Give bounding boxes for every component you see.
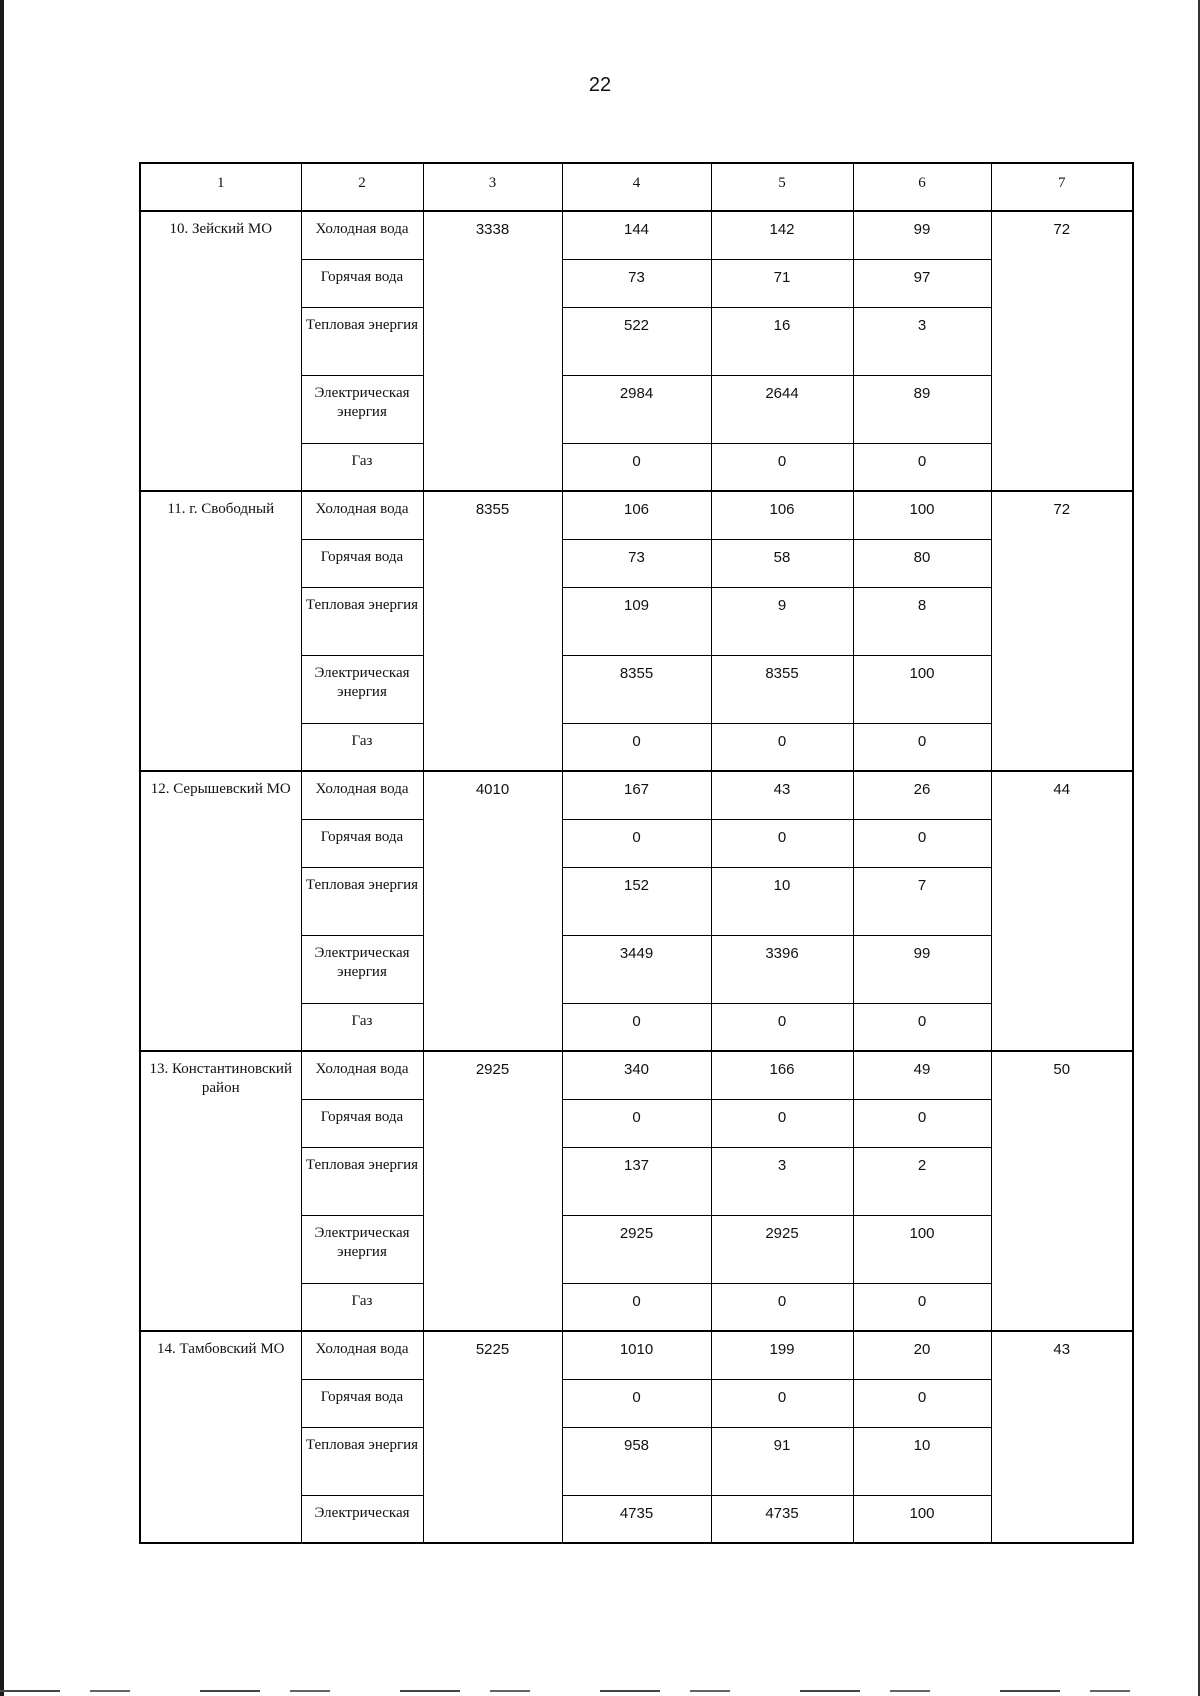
column-header-7: 7 — [991, 163, 1133, 211]
column-5-value: 91 — [711, 1427, 853, 1495]
column-6-value: 20 — [853, 1331, 991, 1379]
column-5-value: 142 — [711, 211, 853, 259]
resource-type: Газ — [301, 1003, 423, 1051]
resource-type: Тепловая энергия — [301, 587, 423, 655]
column-4-value: 73 — [562, 259, 711, 307]
resource-type: Горячая вода — [301, 1379, 423, 1427]
column-6-value: 3 — [853, 307, 991, 375]
column-6-value: 49 — [853, 1051, 991, 1099]
resource-type: Холодная вода — [301, 1051, 423, 1099]
column-6-value: 99 — [853, 211, 991, 259]
column-7-value: 72 — [991, 491, 1133, 771]
column-6-value: 97 — [853, 259, 991, 307]
column-5-value: 0 — [711, 819, 853, 867]
column-6-value: 7 — [853, 867, 991, 935]
column-7-value: 43 — [991, 1331, 1133, 1543]
column-5-value: 2644 — [711, 375, 853, 443]
resource-type: Горячая вода — [301, 259, 423, 307]
column-4-value: 522 — [562, 307, 711, 375]
table-row — [140, 211, 1133, 259]
column-5-value: 4735 — [711, 1495, 853, 1543]
table-row — [140, 771, 1133, 819]
column-4-value: 0 — [562, 723, 711, 771]
column-4-value: 0 — [562, 1099, 711, 1147]
resource-type: Холодная вода — [301, 211, 423, 259]
page-number: 22 — [588, 74, 612, 96]
resource-type: Холодная вода — [301, 771, 423, 819]
column-5-value: 199 — [711, 1331, 853, 1379]
column-6-value: 2 — [853, 1147, 991, 1215]
table-row — [140, 1051, 1133, 1099]
data-table — [139, 162, 1134, 1544]
column-4-value: 3449 — [562, 935, 711, 1003]
column-4-value: 152 — [562, 867, 711, 935]
column-5-value: 0 — [711, 1379, 853, 1427]
column-4-value: 8355 — [562, 655, 711, 723]
column-4-value: 144 — [562, 211, 711, 259]
column-6-value: 80 — [853, 539, 991, 587]
column-6-value: 100 — [853, 491, 991, 539]
column-4-value: 0 — [562, 1283, 711, 1331]
column-7-value: 44 — [991, 771, 1133, 1051]
resource-type: Холодная вода — [301, 491, 423, 539]
column-5-value: 2925 — [711, 1215, 853, 1283]
resource-type: Горячая вода — [301, 819, 423, 867]
column-6-value: 100 — [853, 655, 991, 723]
resource-type: Горячая вода — [301, 539, 423, 587]
column-6-value: 0 — [853, 723, 991, 771]
column-3-value: 3338 — [423, 211, 562, 491]
column-3-value: 4010 — [423, 771, 562, 1051]
column-6-value: 0 — [853, 1283, 991, 1331]
column-4-value: 167 — [562, 771, 711, 819]
column-4-value: 4735 — [562, 1495, 711, 1543]
resource-type: Холодная вода — [301, 1331, 423, 1379]
column-6-value: 26 — [853, 771, 991, 819]
municipality-name: 10. Зейский МО — [140, 211, 301, 491]
column-header-5: 5 — [711, 163, 853, 211]
column-5-value: 16 — [711, 307, 853, 375]
column-6-value: 0 — [853, 443, 991, 491]
column-4-value: 73 — [562, 539, 711, 587]
column-6-value: 0 — [853, 1099, 991, 1147]
column-5-value: 10 — [711, 867, 853, 935]
column-header-1: 1 — [140, 163, 301, 211]
column-5-value: 9 — [711, 587, 853, 655]
column-4-value: 0 — [562, 1003, 711, 1051]
column-5-value: 0 — [711, 723, 853, 771]
resource-type: Тепловая энергия — [301, 1427, 423, 1495]
resource-type: Горячая вода — [301, 1099, 423, 1147]
resource-type: Электрическая энергия — [301, 1215, 423, 1283]
column-header-3: 3 — [423, 163, 562, 211]
column-header-4: 4 — [562, 163, 711, 211]
resource-type: Тепловая энергия — [301, 307, 423, 375]
column-7-value: 72 — [991, 211, 1133, 491]
column-header-2: 2 — [301, 163, 423, 211]
column-4-value: 2925 — [562, 1215, 711, 1283]
column-4-value: 958 — [562, 1427, 711, 1495]
column-6-value: 100 — [853, 1495, 991, 1543]
table-container — [139, 162, 1132, 1522]
column-5-value: 0 — [711, 1283, 853, 1331]
table-row — [140, 491, 1133, 539]
column-6-value: 99 — [853, 935, 991, 1003]
column-6-value: 100 — [853, 1215, 991, 1283]
column-4-value: 137 — [562, 1147, 711, 1215]
column-5-value: 3 — [711, 1147, 853, 1215]
scan-bottom-line — [0, 1690, 1200, 1692]
column-6-value: 89 — [853, 375, 991, 443]
column-5-value: 71 — [711, 259, 853, 307]
column-6-value: 0 — [853, 819, 991, 867]
column-6-value: 0 — [853, 1379, 991, 1427]
column-5-value: 0 — [711, 443, 853, 491]
column-4-value: 2984 — [562, 375, 711, 443]
municipality-name: 11. г. Свободный — [140, 491, 301, 771]
resource-type: Тепловая энергия — [301, 867, 423, 935]
column-5-value: 3396 — [711, 935, 853, 1003]
table-row — [140, 1331, 1133, 1379]
column-5-value: 0 — [711, 1099, 853, 1147]
resource-type: Электрическая — [301, 1495, 423, 1543]
column-5-value: 8355 — [711, 655, 853, 723]
column-5-value: 43 — [711, 771, 853, 819]
column-7-value: 50 — [991, 1051, 1133, 1331]
column-4-value: 106 — [562, 491, 711, 539]
column-4-value: 0 — [562, 443, 711, 491]
municipality-name: 14. Тамбовский МО — [140, 1331, 301, 1543]
resource-type: Электрическая энергия — [301, 375, 423, 443]
municipality-name: 13. Константиновский район — [140, 1051, 301, 1331]
table-header-row — [140, 163, 1133, 211]
column-3-value: 8355 — [423, 491, 562, 771]
municipality-name: 12. Серышевский МО — [140, 771, 301, 1051]
column-header-6: 6 — [853, 163, 991, 211]
column-5-value: 106 — [711, 491, 853, 539]
column-6-value: 0 — [853, 1003, 991, 1051]
column-4-value: 109 — [562, 587, 711, 655]
scan-left-edge — [0, 0, 4, 1696]
column-3-value: 5225 — [423, 1331, 562, 1543]
resource-type: Электрическая энергия — [301, 655, 423, 723]
column-6-value: 8 — [853, 587, 991, 655]
column-5-value: 166 — [711, 1051, 853, 1099]
column-4-value: 1010 — [562, 1331, 711, 1379]
column-5-value: 58 — [711, 539, 853, 587]
column-3-value: 2925 — [423, 1051, 562, 1331]
resource-type: Тепловая энергия — [301, 1147, 423, 1215]
column-4-value: 0 — [562, 819, 711, 867]
resource-type: Газ — [301, 723, 423, 771]
column-4-value: 340 — [562, 1051, 711, 1099]
column-5-value: 0 — [711, 1003, 853, 1051]
resource-type: Газ — [301, 1283, 423, 1331]
resource-type: Электрическая энергия — [301, 935, 423, 1003]
column-6-value: 10 — [853, 1427, 991, 1495]
resource-type: Газ — [301, 443, 423, 491]
column-4-value: 0 — [562, 1379, 711, 1427]
